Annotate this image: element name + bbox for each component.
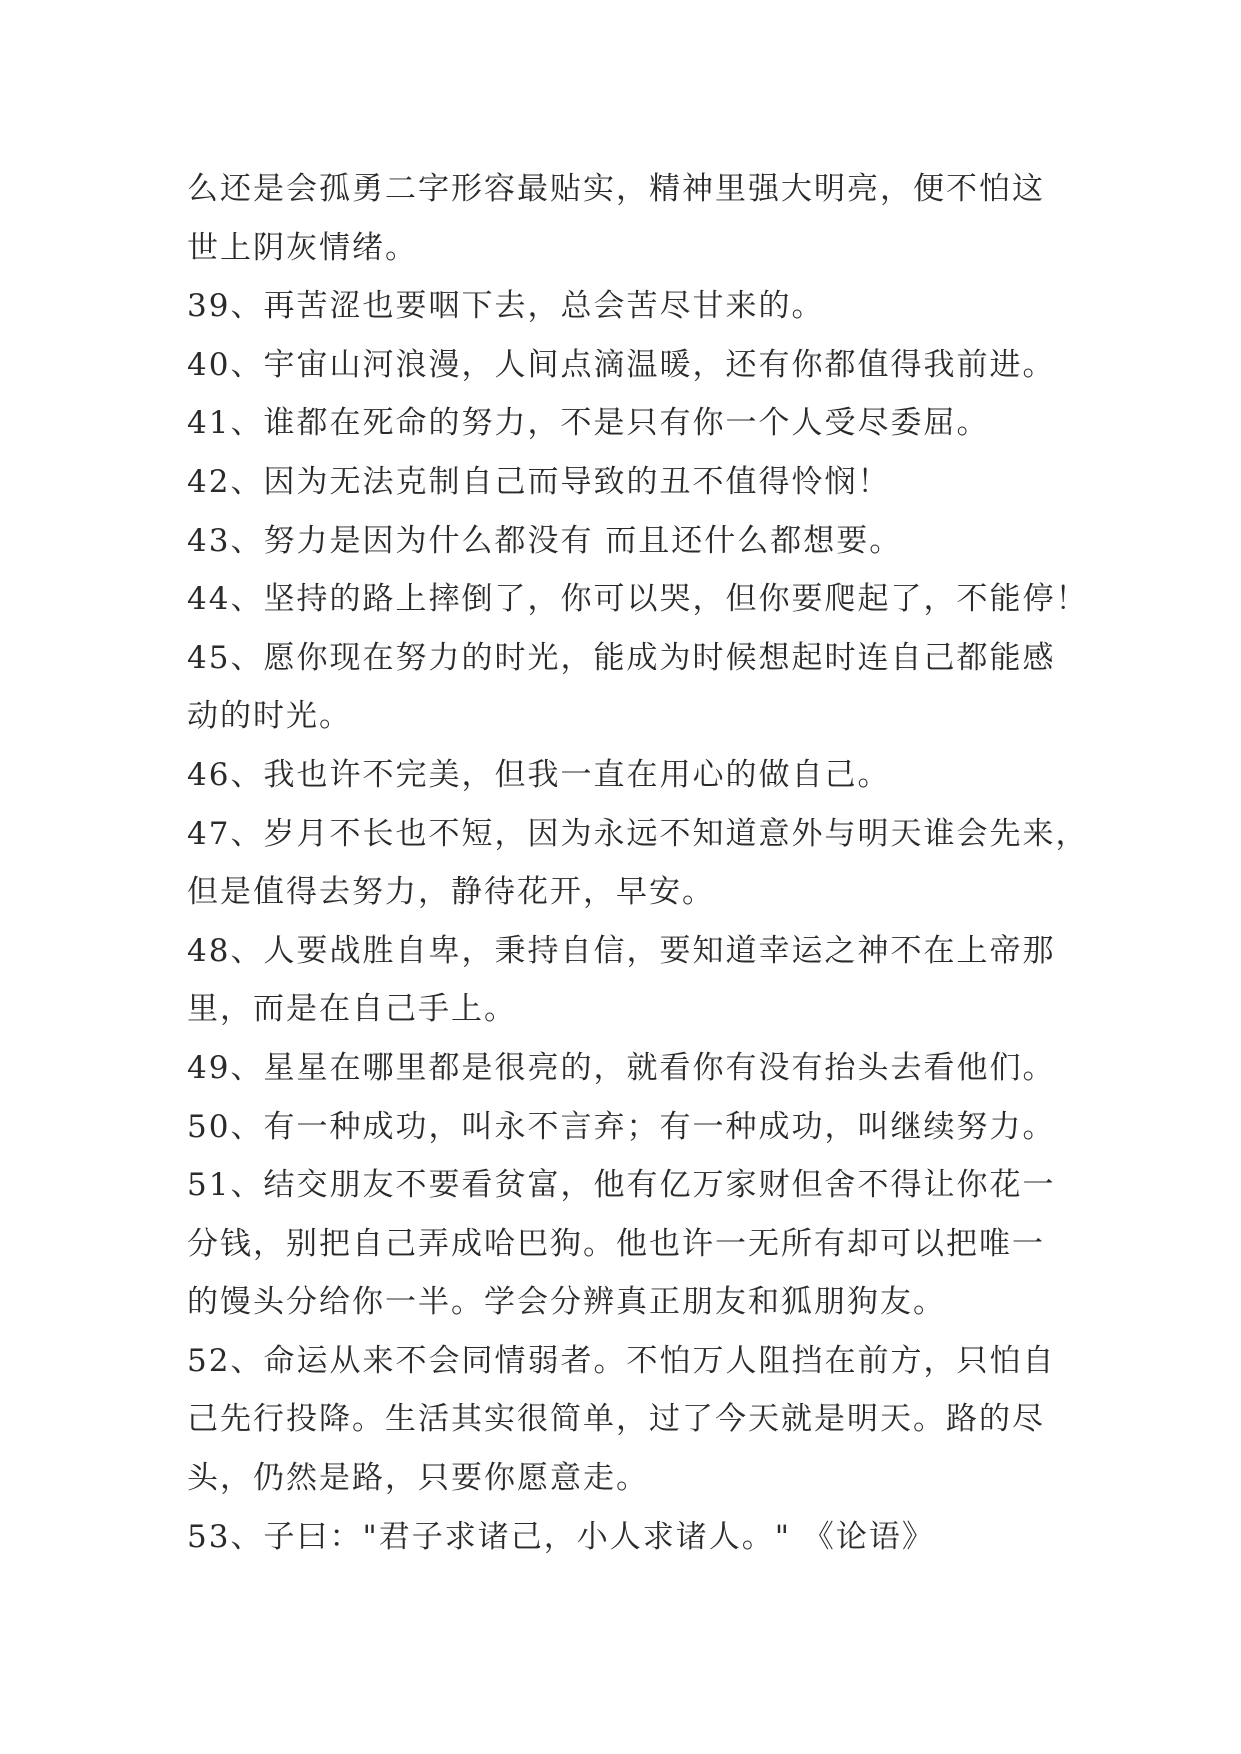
text-line: 49、星星在哪里都是很亮的，就看你有没有抬头去看他们。	[187, 1049, 1056, 1086]
text-line: 47、岁月不长也不短，因为永远不知道意外与明天谁会先来，	[187, 815, 1089, 852]
document-body	[187, 160, 1087, 1566]
text-line: 53、子曰："君子求诸己，小人求诸人。" 《论语》	[187, 1518, 935, 1555]
text-line: 44、坚持的路上摔倒了，你可以哭，但你要爬起了，不能停！	[187, 581, 1089, 618]
text-line: 头，仍然是路，只要你愿意走。	[187, 1460, 649, 1497]
text-line: 41、谁都在死命的努力，不是只有你一个人受尽委屈。	[187, 405, 990, 442]
text-line: 43、努力是因为什么都没有 而且还什么都想要。	[187, 522, 903, 559]
text-line: 45、愿你现在努力的时光，能成为时候想起时连自己都能感	[187, 639, 1056, 676]
text-line: 分钱，别把自己弄成哈巴狗。他也许一无所有却可以把唯一	[187, 1225, 1045, 1262]
text-line: 世上阴灰情绪。	[187, 229, 418, 266]
text-line: 39、再苦涩也要咽下去，总会苦尽甘来的。	[187, 288, 825, 325]
text-line: 的馒头分给你一半。学会分辨真正朋友和狐朋狗友。	[187, 1284, 946, 1321]
text-line: 50、有一种成功，叫永不言弃；有一种成功，叫继续努力。	[187, 1108, 1056, 1145]
text-line: 但是值得去努力，静待花开，早安。	[187, 874, 715, 911]
text-line: 40、宇宙山河浪漫，人间点滴温暖，还有你都值得我前进。	[187, 346, 1056, 383]
text-line: 么还是会孤勇二字形容最贴实，精神里强大明亮，便不怕这	[187, 171, 1045, 207]
text-line: 46、我也许不完美，但我一直在用心的做自己。	[187, 756, 891, 793]
text-line: 52、命运从来不会同情弱者。不怕万人阻挡在前方，只怕自	[187, 1342, 1056, 1379]
text-line: 48、人要战胜自卑，秉持自信，要知道幸运之神不在上帝那	[187, 932, 1056, 969]
text-line: 动的时光。	[187, 698, 352, 735]
text-line: 51、结交朋友不要看贫富，他有亿万家财但舍不得让你花一	[187, 1167, 1056, 1204]
text-line: 里，而是在自己手上。	[187, 991, 517, 1028]
text-line: 42、因为无法克制自己而导致的丑不值得怜悯！	[187, 463, 891, 500]
text-line: 己先行投降。生活其实很简单，过了今天就是明天。路的尽	[187, 1401, 1045, 1438]
